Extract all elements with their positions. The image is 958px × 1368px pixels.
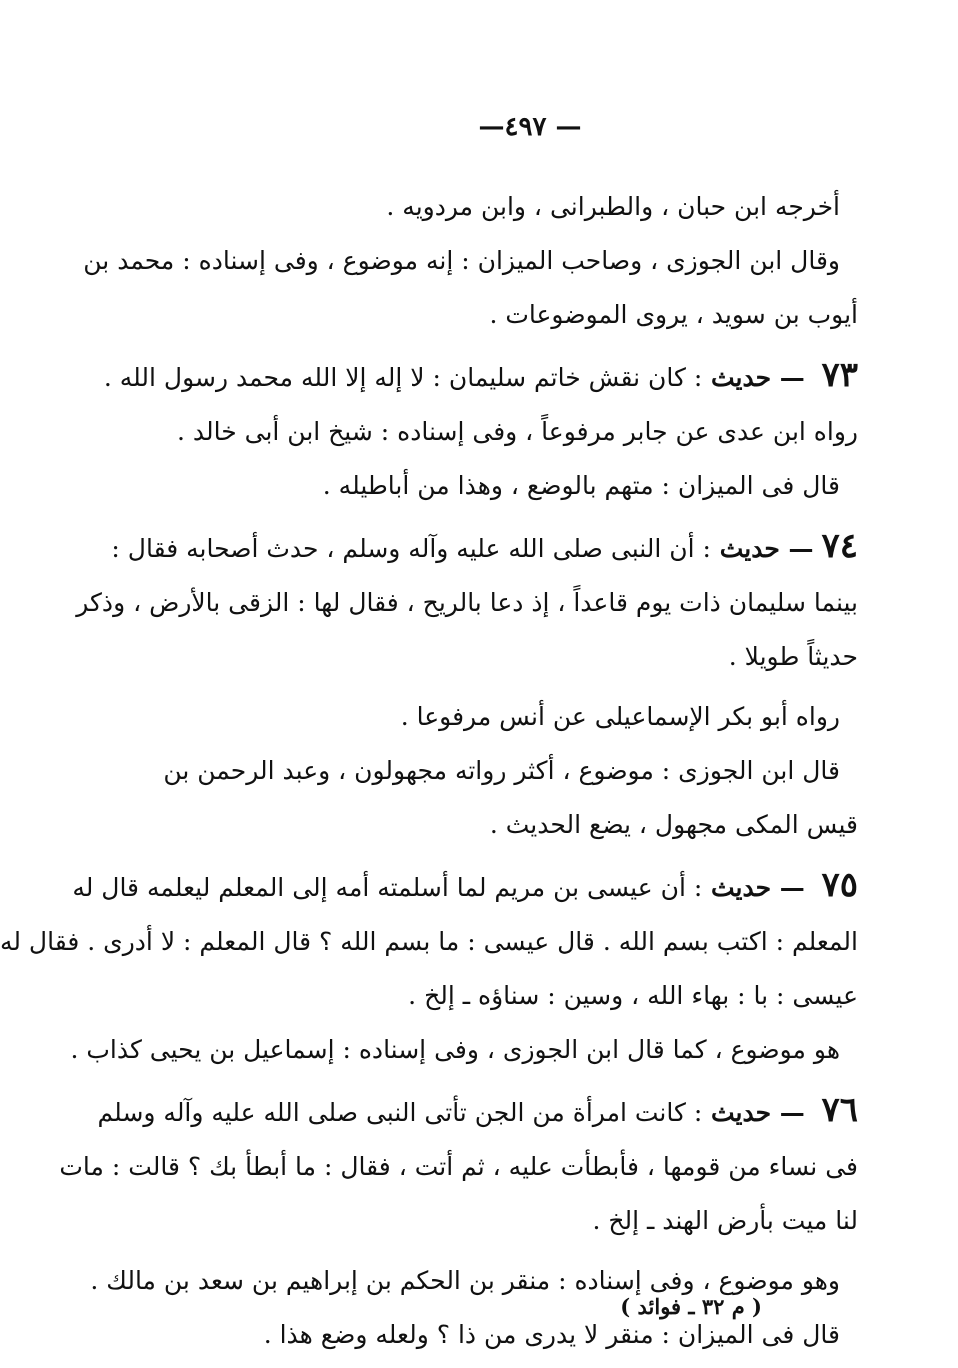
hadith-heading-line	[103, 348, 858, 405]
hadith-label: — حديث	[719, 534, 814, 563]
text-line: أيوب بن سويد ، يروى الموضوعات .	[489, 300, 858, 329]
body-text	[0, 180, 858, 1362]
text-line: قال فى الميزان : منقر لا يدرى من ذا ؟ ولعله وضع هذا .	[263, 1320, 840, 1349]
text-line: حديثاً طويلا .	[728, 642, 858, 671]
text-line: بينما سليمان ذات يوم قاعداً ، إذ دعا بالريح ، فقال لها : الزقى بالأرض ، وذكر	[76, 588, 858, 617]
hadith-number: ٧٦	[821, 1090, 858, 1130]
hadith-heading-line	[97, 1083, 858, 1140]
text-line: رواه أبو بكر الإسماعيلى عن أنس مرفوعا .	[400, 702, 840, 731]
hadith-heading-line	[72, 858, 858, 915]
text-line: قال ابن الجوزى : موضوع ، أكثر رواته مجهولون ، وعبد الرحمن بن	[163, 756, 840, 785]
text-line: قال فى الميزان : متهم بالوضع ، وهذا من أباطيله .	[322, 471, 840, 500]
text-line: رواه ابن عدى عن جابر مرفوعاً ، وفى إسناده : شيخ ابن أبى خالد .	[176, 417, 858, 446]
text-line: أخرجه ابن حبان ، والطبرانى ، وابن مردويه .	[386, 192, 840, 221]
text-line: فى نساء من قومها ، فأبطأت عليه ، ثم أتت ، فقال : ما أبطأ بك ؟ قالت : مات	[59, 1152, 858, 1181]
text-line: وقال ابن الجوزى ، وصاحب الميزان : إنه موضوع ، وفى إسناده : محمد بن	[83, 246, 840, 275]
hadith-text: : كانت امرأة من الجن تأتى النبى صلى الله عليه وآله وسلم	[97, 1098, 703, 1127]
hadith-number: ٧٤	[821, 526, 858, 566]
hadith-number: ٧٣	[821, 355, 858, 395]
hadith-number: ٧٥	[821, 865, 858, 905]
text-line: وهو موضوع ، وفى إسناده : منقر بن الحكم بن إبراهيم بن سعد بن مالك .	[90, 1266, 840, 1295]
text-line: المعلم : اكتب بسم الله . قال عيسى : ما بسم الله ؟ قال المعلم : لا أدرى . فقال له	[0, 927, 858, 956]
hadith-text: : أن النبى صلى الله عليه وآله وسلم ، حدث أصحابه فقال :	[111, 534, 711, 563]
hadith-label: — حديث	[711, 1098, 814, 1127]
page-number: — ٤٩٧—	[478, 112, 582, 142]
hadith-label: — حديث	[711, 363, 814, 392]
text-line: لنا ميت بأرض الهند ـ إلخ .	[592, 1206, 858, 1235]
hadith-heading-line	[111, 519, 858, 576]
hadith-label: — حديث	[711, 873, 814, 902]
footer-signature: ( م ٣٢ ـ فوائد )	[620, 1294, 762, 1319]
text-line: عيسى : با : بهاء الله ، وسين : سناؤه ـ إلخ .	[408, 981, 858, 1010]
hadith-text: : كان نقش خاتم سليمان : لا إله إلا الله محمد رسول الله .	[103, 363, 703, 392]
text-line: قيس المكى مجهول ، يضع الحديث .	[489, 810, 858, 839]
text-line: هو موضوع ، كما قال ابن الجوزى ، وفى إسناده : إسماعيل بن يحيى كذاب .	[70, 1035, 840, 1064]
hadith-text: : أن عيسى بن مريم لما أسلمته أمه إلى المعلم ليعلمه قال له	[72, 873, 703, 902]
